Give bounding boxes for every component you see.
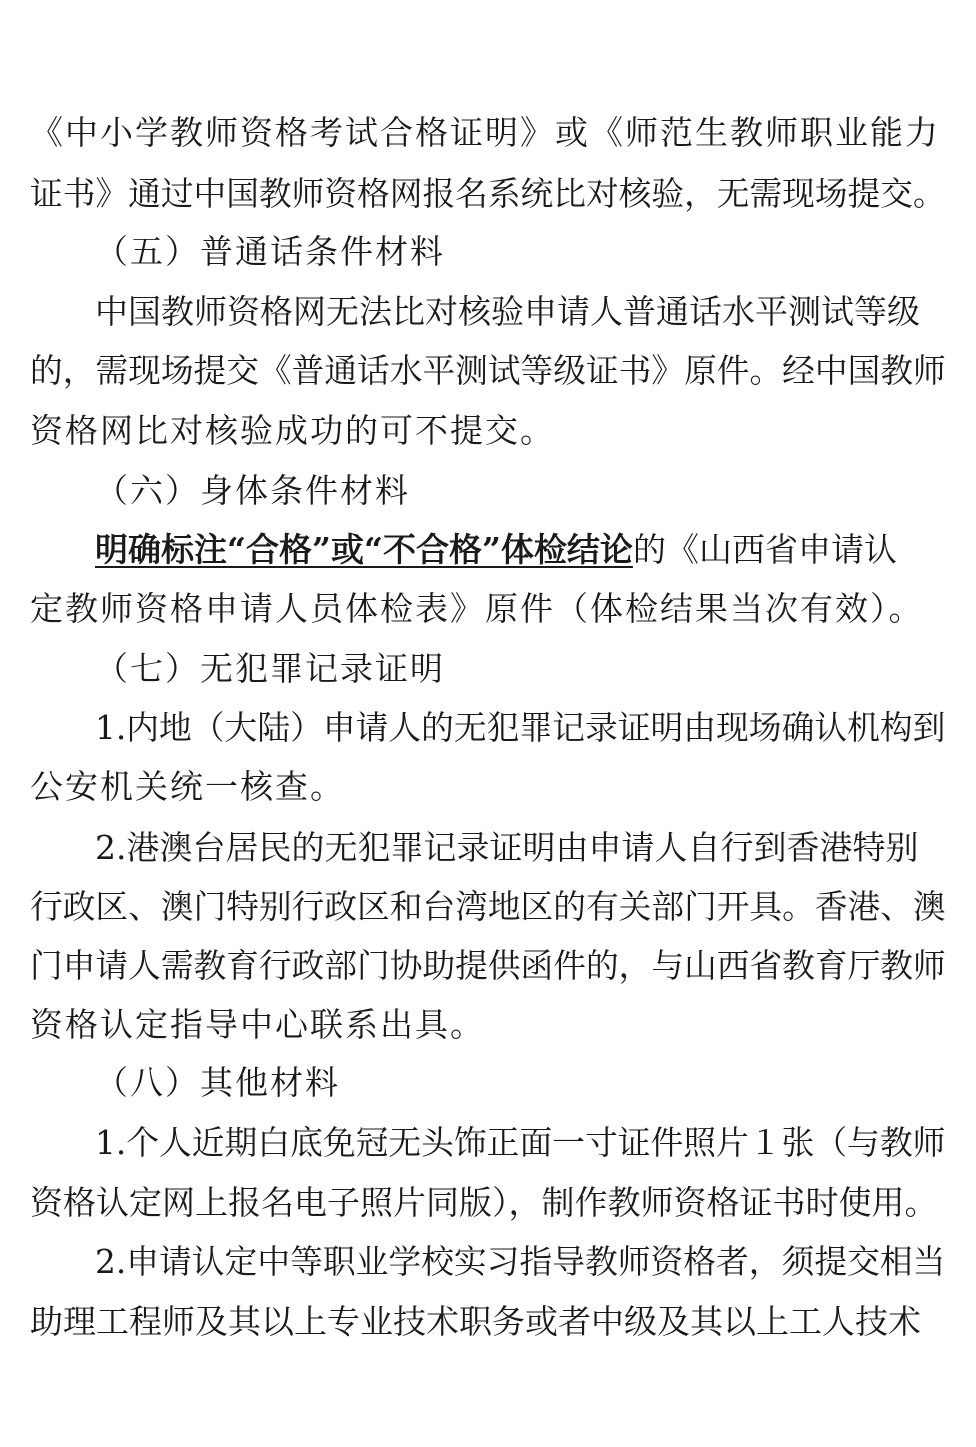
text-span: 的《山西省申请认	[632, 530, 897, 569]
section-heading-7: （七）无犯罪记录证明	[95, 649, 445, 688]
text-line: 证书》通过中国教师资格网报名系统比对核验，无需现场提交。	[30, 175, 946, 213]
section-heading-6: （六）身体条件材料	[95, 471, 410, 510]
text-line: 资格网比对核验成功的可不提交。	[30, 411, 555, 450]
text-line: 资格认定指导中心联系出具。	[30, 1005, 485, 1044]
text-line: 1.个人近期白底免冠无头饰正面一寸证件照片１张（与教师	[95, 1124, 946, 1162]
text-line: 行政区、澳门特别行政区和台湾地区的有关部门开具。香港、澳	[30, 888, 946, 926]
text-line: 助理工程师及其以上专业技术职务或者中级及其以上工人技术	[30, 1302, 921, 1341]
text-line: 《中小学教师资格考试合格证明》或《师范生教师职业能力	[30, 113, 940, 152]
text-line: 中国教师资格网无法比对核验申请人普通话水平测试等级	[95, 292, 920, 331]
text-line: 2.申请认定中等职业学校实习指导教师资格者，须提交相当	[95, 1243, 946, 1281]
text-line: 的，需现场提交《普通话水平测试等级证书》原件。经中国教师	[30, 352, 946, 390]
text-line: 门申请人需教育行政部门协助提供函件的，与山西省教育厅教师	[30, 947, 946, 985]
section-heading-8: （八）其他材料	[95, 1063, 340, 1102]
section-heading-5: （五）普通话条件材料	[95, 232, 445, 271]
emphasis-underlined: 明确标注“合格”或“不合格”体检结论	[95, 530, 633, 569]
text-line: 定教师资格申请人员体检表》原件（体检结果当次有效）。	[30, 589, 924, 628]
text-line: 2.港澳台居民的无犯罪记录证明由申请人自行到香港特别	[95, 828, 919, 867]
text-line	[95, 528, 897, 572]
text-line: 公安机关统一核查。	[30, 767, 345, 806]
text-line: 资格认定网上报名电子照片同版），制作教师资格证书时使用。	[30, 1183, 938, 1222]
text-line: 1.内地（大陆）申请人的无犯罪记录证明由现场确认机构到	[95, 709, 946, 747]
